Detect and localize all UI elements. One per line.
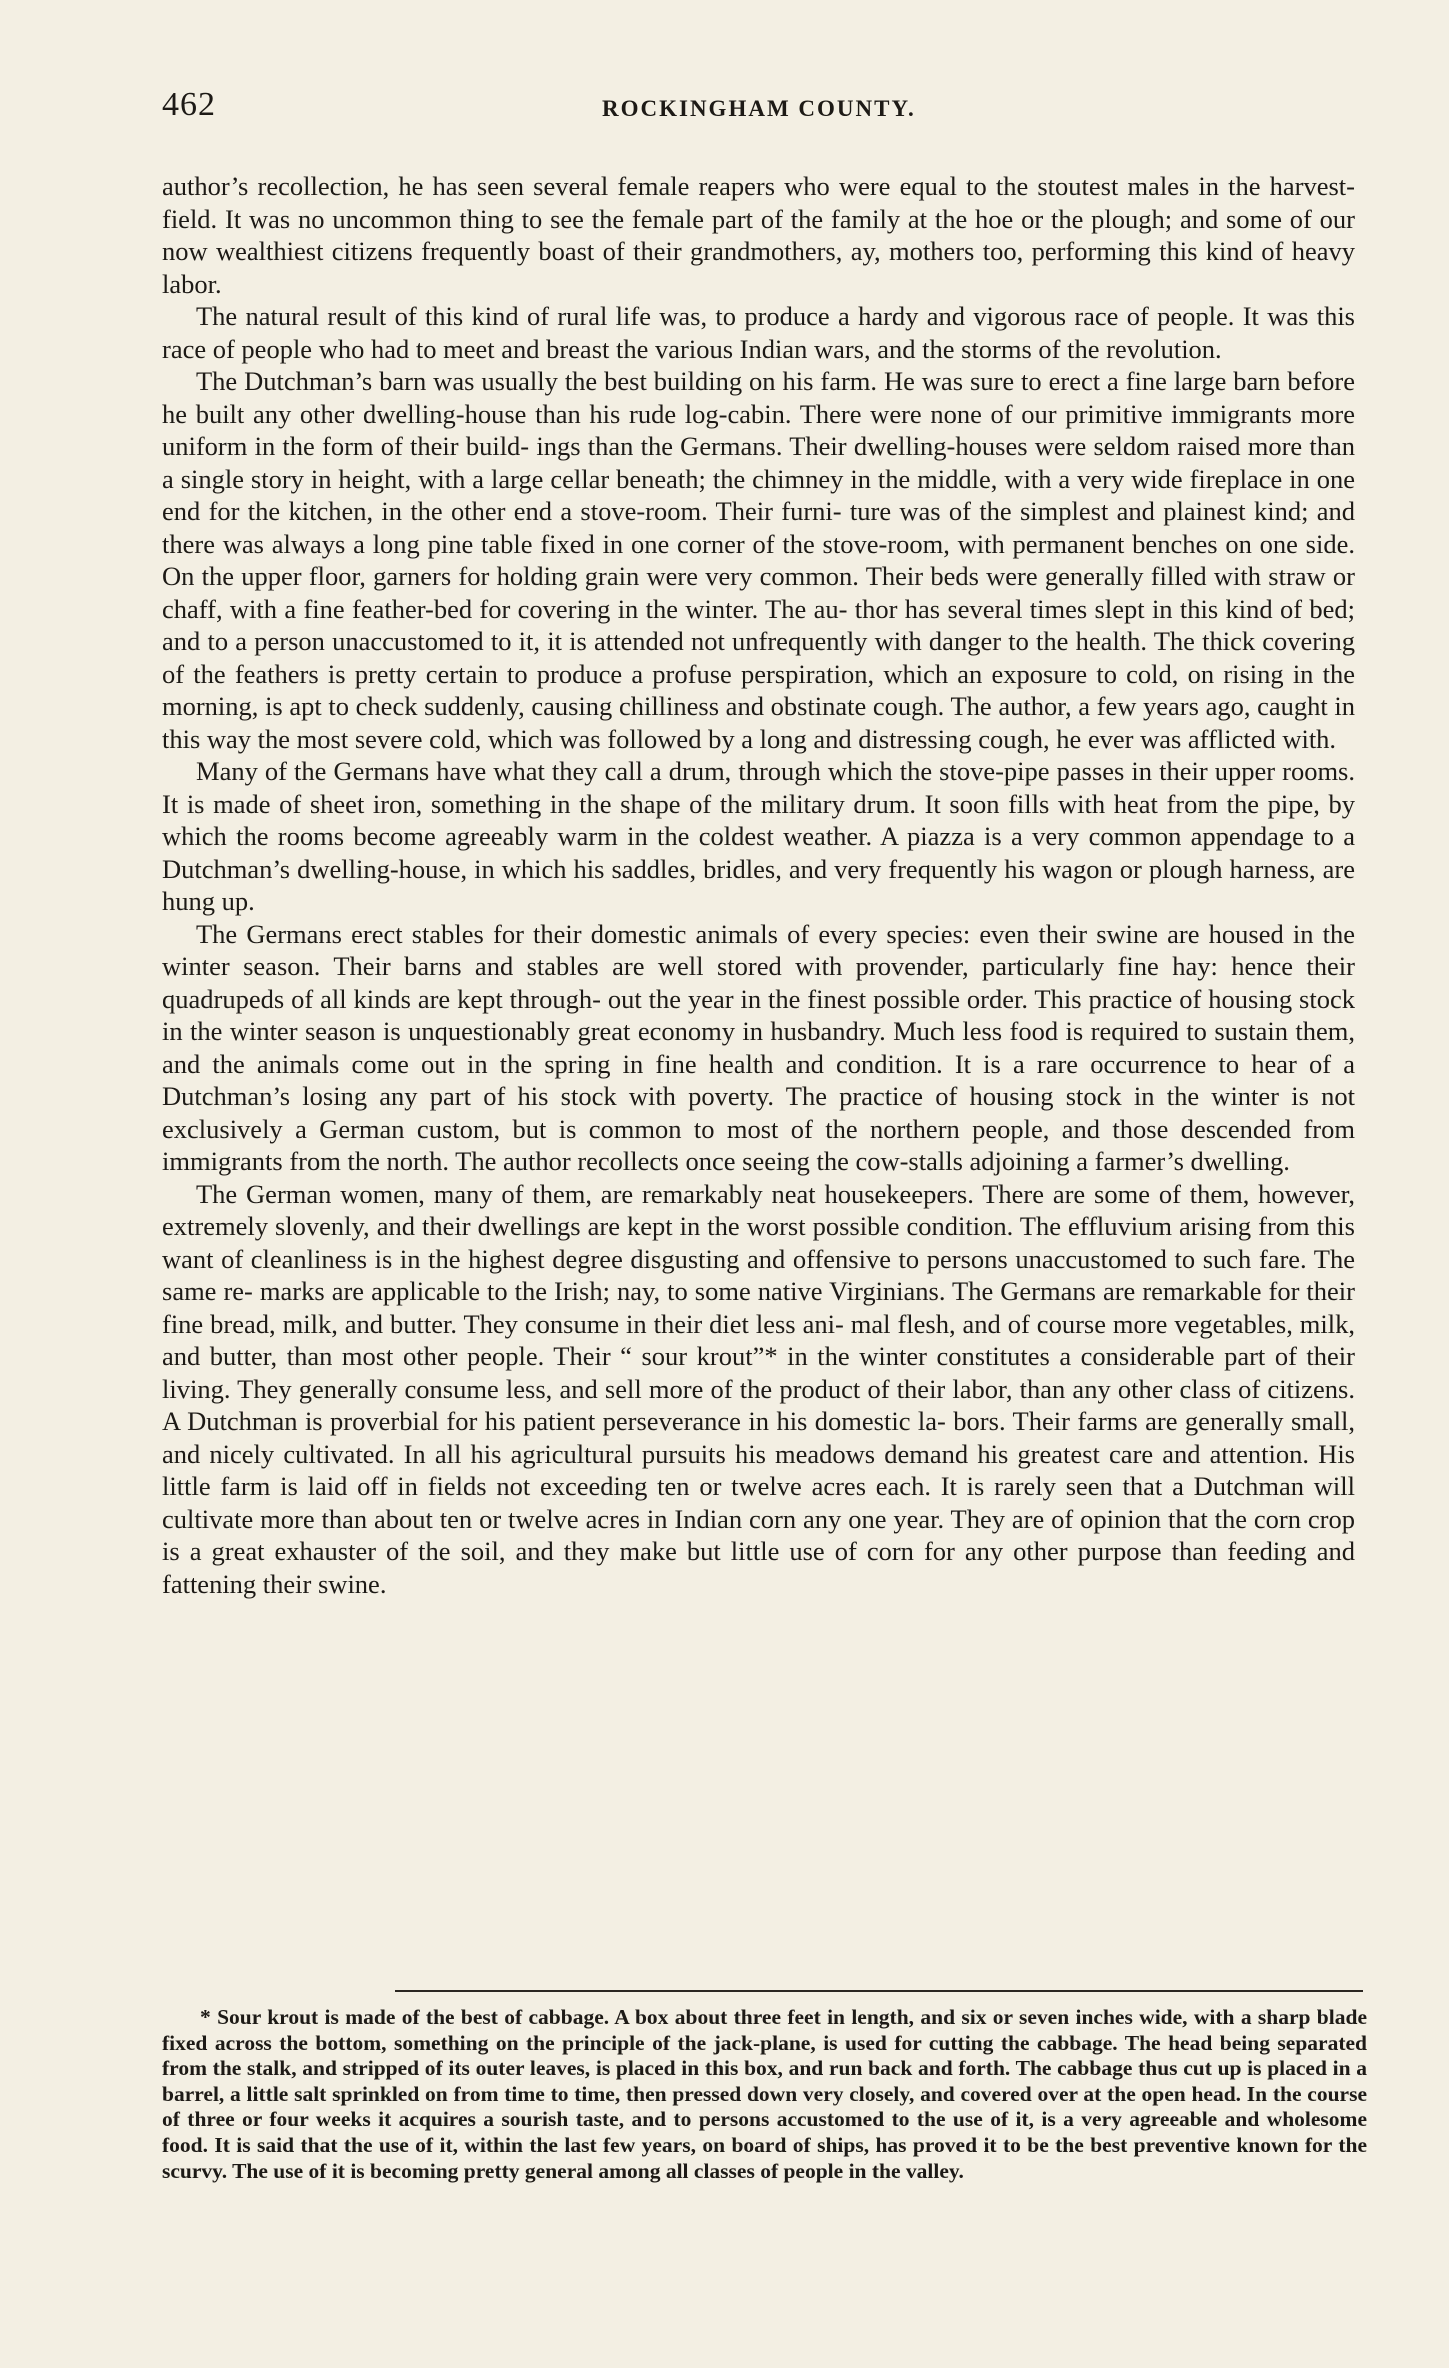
footnote-text: * Sour krout is made of the best of cabbage. A box about three feet in length, and six or seven inches wide, with a sharp blade fixed across the bottom, something on the principle of the jack-plane, is used for cutting the cabbage. The head being separated from the stalk, and stripped of its outer leaves, is placed in this box, and run back and forth. The cabbage thus cut up is placed in a barrel, a little salt sprinkled on from time to time, then pressed down very closely, and covered over at the open head. In the course of three or four weeks it acquires a sourish taste, and to persons accustomed to the use of it, is a very agreeable and wholesome food. It is said that the use of it, within the last few years, on board of ships, has proved it to be the best preventive known for the scurvy. The use of it is becoming pretty general among all classes of people in the valley. — [162, 2005, 1367, 2183]
footnote — [162, 2005, 1367, 2184]
paragraph-hardy-race: The natural result of this kind of rural life was, to produce a hardy and vigorous race of people. It was this race of people who had to meet and breast the various Indian wars, and the storms of the revolution. — [162, 301, 1355, 364]
paragraph-continued: author’s recollection, he has seen several female reapers who were equal to the stoutest males in the harvest-field. It was no uncommon thing to see the female part of the family at the hoe or the plough; and some of our now wealthiest citizens frequently boast of their grandmothers, ay, mothers too, performing this kind of heavy labor. — [162, 171, 1355, 299]
footnote-rule — [395, 1990, 1363, 1992]
page-number: 462 — [162, 86, 216, 123]
paragraph-german-women: The German women, many of them, are remarkably neat housekeepers. There are some of them, however, extremely slovenly, and their dwellings are kept in the worst possible condition. The effluvium arising from this want of cleanliness is in the highest degree disgusting and offensive to persons unaccustomed to such fare. The same re- marks are applicable to the Irish; nay, to some native Virginians. The Germans are remarkable for their fine bread, milk, and butter. They consume in their diet less ani- mal flesh, and of course more vegetables, milk, and butter, than most other people. Their “ sour krout”* in the winter constitutes a considerable part of their living. They generally consume less, and sell more of the product of their labor, than any other class of citizens. A Dutchman is proverbial for his patient perseverance in his domestic la- bors. Their farms are generally small, and nicely cultivated. In all his agricultural pursuits his meadows demand his greatest care and attention. His little farm is laid off in fields not exceeding ten or twelve acres each. It is rarely seen that a Dutchman will cultivate more than about ten or twelve acres in Indian corn any one year. They are of opinion that the corn crop is a great exhauster of the soil, and they make but little use of corn for any other purpose than feeding and fattening their swine. — [162, 1178, 1355, 1599]
body-text — [162, 170, 1355, 1600]
paragraph-dutchman-barn: The Dutchman’s barn was usually the best building on his farm. He was sure to erect a fine large barn before he built any other dwelling-house than his rude log-cabin. There were none of our primitive immigrants more uniform in the form of their build- ings than the Germans. Their dwelling-houses were seldom raised more than a single story in height, with a large cellar beneath; the chimney in the middle, with a very wide fireplace in one end for the kitchen, in the other end a stove-room. Their furni- ture was of the simplest and plainest kind; and there was always a long pine table fixed in one corner of the stove-room, with permanent benches on one side. On the upper floor, garners for holding grain were very common. Their beds were generally filled with straw or chaff, with a fine feather-bed for covering in the winter. The au- thor has several times slept in this kind of bed; and to a person unaccustomed to it, it is attended not unfrequently with danger to the health. The thick covering of the feathers is pretty certain to produce a profuse perspiration, which an exposure to cold, on rising in the morning, is apt to check suddenly, causing chilliness and obstinate cough. The author, a few years ago, caught in this way the most severe cold, which was followed by a long and distressing cough, he ever was afflicted with. — [162, 366, 1355, 754]
paragraph-drum: Many of the Germans have what they call a drum, through which the stove-pipe passes in their upper rooms. It is made of sheet iron, something in the shape of the military drum. It soon fills with heat from the pipe, by which the rooms become agreeably warm in the coldest weather. A piazza is a very common appendage to a Dutchman’s dwelling-house, in which his saddles, bridles, and very frequently his wagon or plough harness, are hung up. — [162, 756, 1355, 916]
running-head — [162, 86, 1352, 136]
running-title: ROCKINGHAM COUNTY. — [602, 96, 916, 121]
paragraph-stables: The Germans erect stables for their domestic animals of every species: even their swine are housed in the winter season. Their barns and stables are well stored with provender, particularly fine hay: hence their quadrupeds of all kinds are kept through- out the year in the finest possible order. This practice of housing stock in the winter season is unquestionably great economy in husbandry. Much less food is required to sustain them, and the animals come out in the spring in fine health and condition. It is a rare occurrence to hear of a Dutchman’s losing any part of his stock with poverty. The practice of housing stock in the winter is not exclusively a German custom, but is common to most of the northern people, and those descended from immigrants from the north. The author recollects once seeing the cow-stalls adjoining a farmer’s dwelling. — [162, 918, 1355, 1176]
